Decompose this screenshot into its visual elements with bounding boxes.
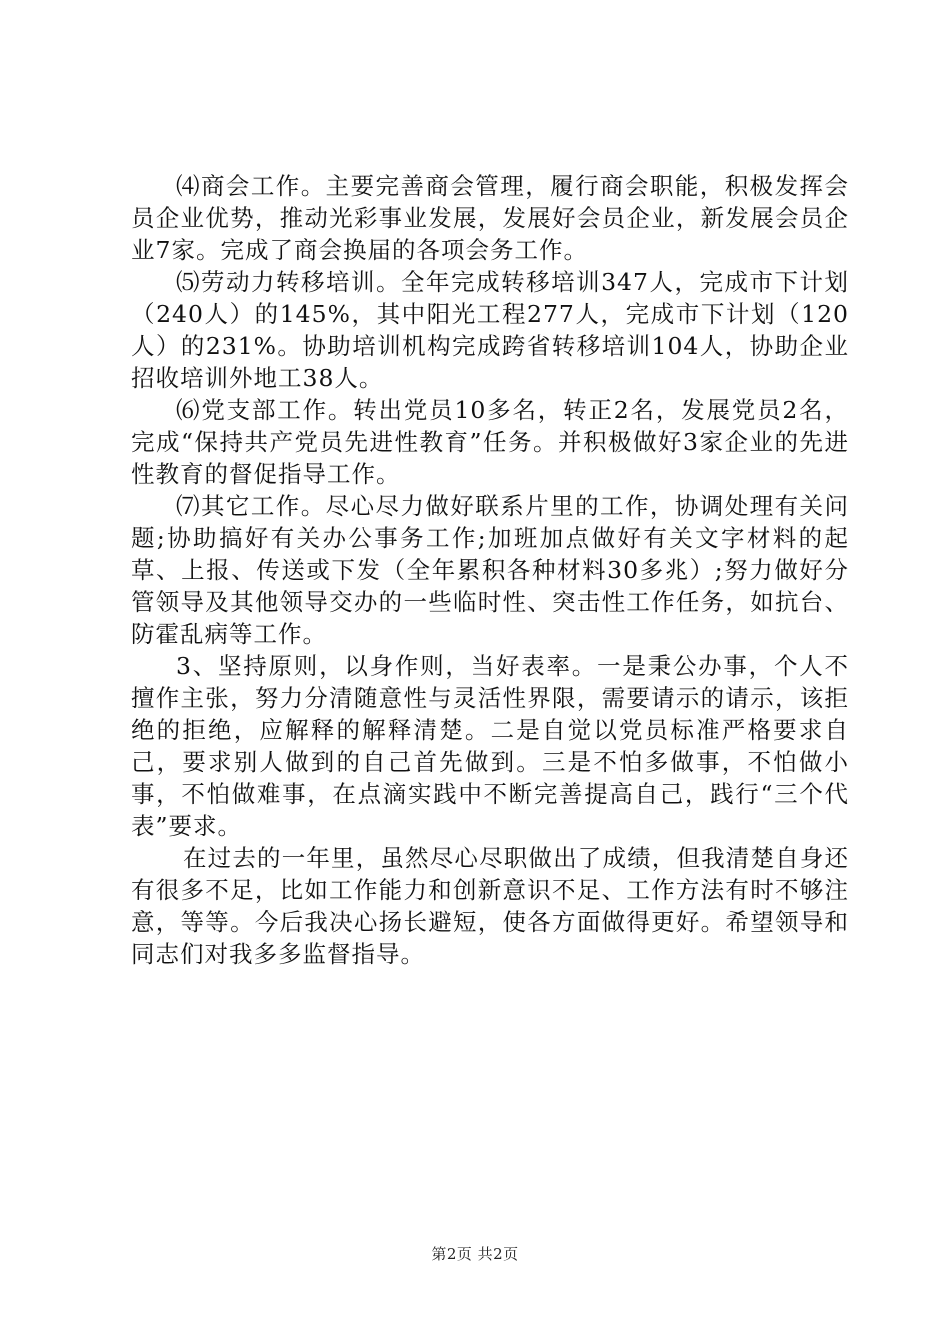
paragraph-principles: 3、坚持原则，以身作则，当好表率。一是秉公办事，个人不擅作主张，努力分清随意性与灵活性界限，需要请示的请示，该拒绝的拒绝，应解释的解释清楚。二是自觉以党员标准严格要求自己，要求别人做到的自己首先做到。三是不怕多做事，不怕做小事，不怕做难事，在点滴实践中不断完善提高自己，践行“三个代表”要求。 bbox=[131, 652, 849, 840]
paragraph-party-branch: ⑹党支部工作。转出党员10多名，转正2名，发展党员2名，完成“保持共产党员先进性教育”任务。并积极做好3家企业的先进性教育的督促指导工作。 bbox=[131, 396, 849, 488]
document-body bbox=[131, 170, 849, 970]
paragraph-labor-training: ⑸劳动力转移培训。全年完成转移培训347人，完成市下计划（240人）的145%，其中阳光工程277人，完成市下计划（120人）的231%。协助培训机构完成跨省转移培训104人，协助企业招收培训外地工38人。 bbox=[131, 268, 849, 392]
paragraph-other-work: ⑺其它工作。尽心尽力做好联系片里的工作，协调处理有关问题;协助搞好有关办公事务工作;加班加点做好有关文字材料的起草、上报、传送或下发（全年累积各种材料30多兆）;努力做好分管领导及其他领导交办的一些临时性、突击性工作任务，如抗台、防霍乱病等工作。 bbox=[131, 492, 849, 648]
page-number-label: 第2页 共2页 bbox=[431, 1245, 519, 1263]
paragraph-conclusion: 在过去的一年里，虽然尽心尽职做出了成绩，但我清楚自身还有很多不足，比如工作能力和创新意识不足、工作方法有时不够注意，等等。今后我决心扬长避短，使各方面做得更好。希望领导和同志们对我多多监督指导。 bbox=[131, 844, 849, 968]
paragraph-chamber-of-commerce: ⑷商会工作。主要完善商会管理，履行商会职能，积极发挥会员企业优势，推动光彩事业发展，发展好会员企业，新发展会员企业7家。完成了商会换届的各项会务工作。 bbox=[131, 172, 849, 264]
page-footer bbox=[0, 1244, 950, 1264]
